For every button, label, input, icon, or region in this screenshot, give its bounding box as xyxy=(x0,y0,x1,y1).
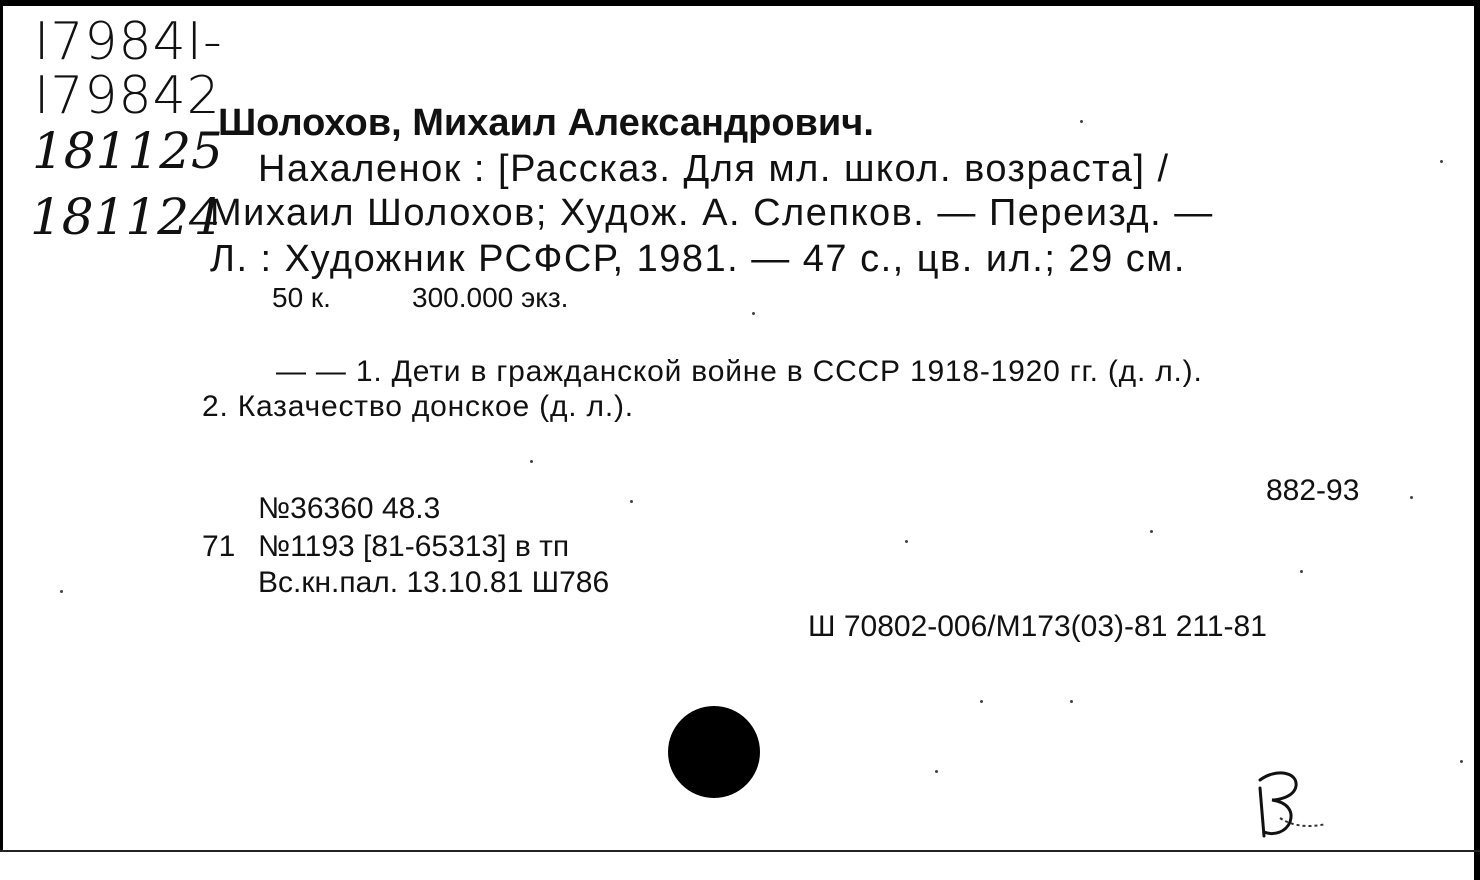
speck xyxy=(1070,700,1073,703)
speck xyxy=(630,500,633,503)
speck xyxy=(1080,120,1083,123)
speck xyxy=(530,460,533,463)
subject-heading-2: 2. Казачество донское (д. л.). xyxy=(202,390,634,423)
speck xyxy=(752,312,755,315)
title-line-1: Нахаленок : [Рассказ. Для мл. школ. возраста] / xyxy=(258,148,1170,190)
speck xyxy=(905,540,908,543)
registry-line-1: №36360 48.3 xyxy=(258,492,441,525)
registry-line-2-number: 71 xyxy=(202,530,236,563)
card-border-top xyxy=(0,0,1480,6)
registry-line-2: №1193 [81-65313] в тп xyxy=(258,530,570,563)
handwritten-initial-mark xyxy=(1246,766,1336,846)
handwritten-inventory-number-1: I7984I- xyxy=(34,12,223,72)
speck xyxy=(980,700,983,703)
speck xyxy=(1440,160,1443,163)
print-run-text: 300.000 экз. xyxy=(412,282,569,313)
classification-code: 882-93 xyxy=(1266,474,1360,507)
subject-heading-1: — — 1. Дети в гражданской войне в СССР 1918-1920 гг. (д. л.). xyxy=(276,355,1203,388)
price-text: 50 к. xyxy=(272,282,331,313)
card-border-bottom xyxy=(0,850,1480,852)
card-punch-hole xyxy=(668,706,760,798)
publisher-code-line: Ш 70802-006/М173(03)-81 211-81 xyxy=(808,610,1267,643)
card-border-left xyxy=(0,0,3,850)
handwritten-inventory-number-3: 181125 xyxy=(32,122,223,180)
speck xyxy=(1410,496,1413,499)
title-line-3: Л. : Художник РСФСР, 1981. — 47 с., цв. ил.; 29 см. xyxy=(210,238,1186,280)
handwritten-inventory-number-4: 181124 xyxy=(30,188,221,246)
card-border-right xyxy=(1474,0,1480,880)
author-heading: Шолохов, Михаил Александрович. xyxy=(218,102,874,144)
speck xyxy=(60,590,63,593)
handwritten-inventory-number-2: I79842 xyxy=(34,66,221,126)
speck xyxy=(1150,530,1153,533)
title-line-2: Михаил Шолохов; Худож. А. Слепков. — Переизд. — xyxy=(210,192,1214,234)
speck xyxy=(935,770,938,773)
registry-line-3: Вс.кн.пал. 13.10.81 Ш786 xyxy=(258,566,610,599)
speck xyxy=(1300,570,1303,573)
speck xyxy=(1460,760,1463,763)
